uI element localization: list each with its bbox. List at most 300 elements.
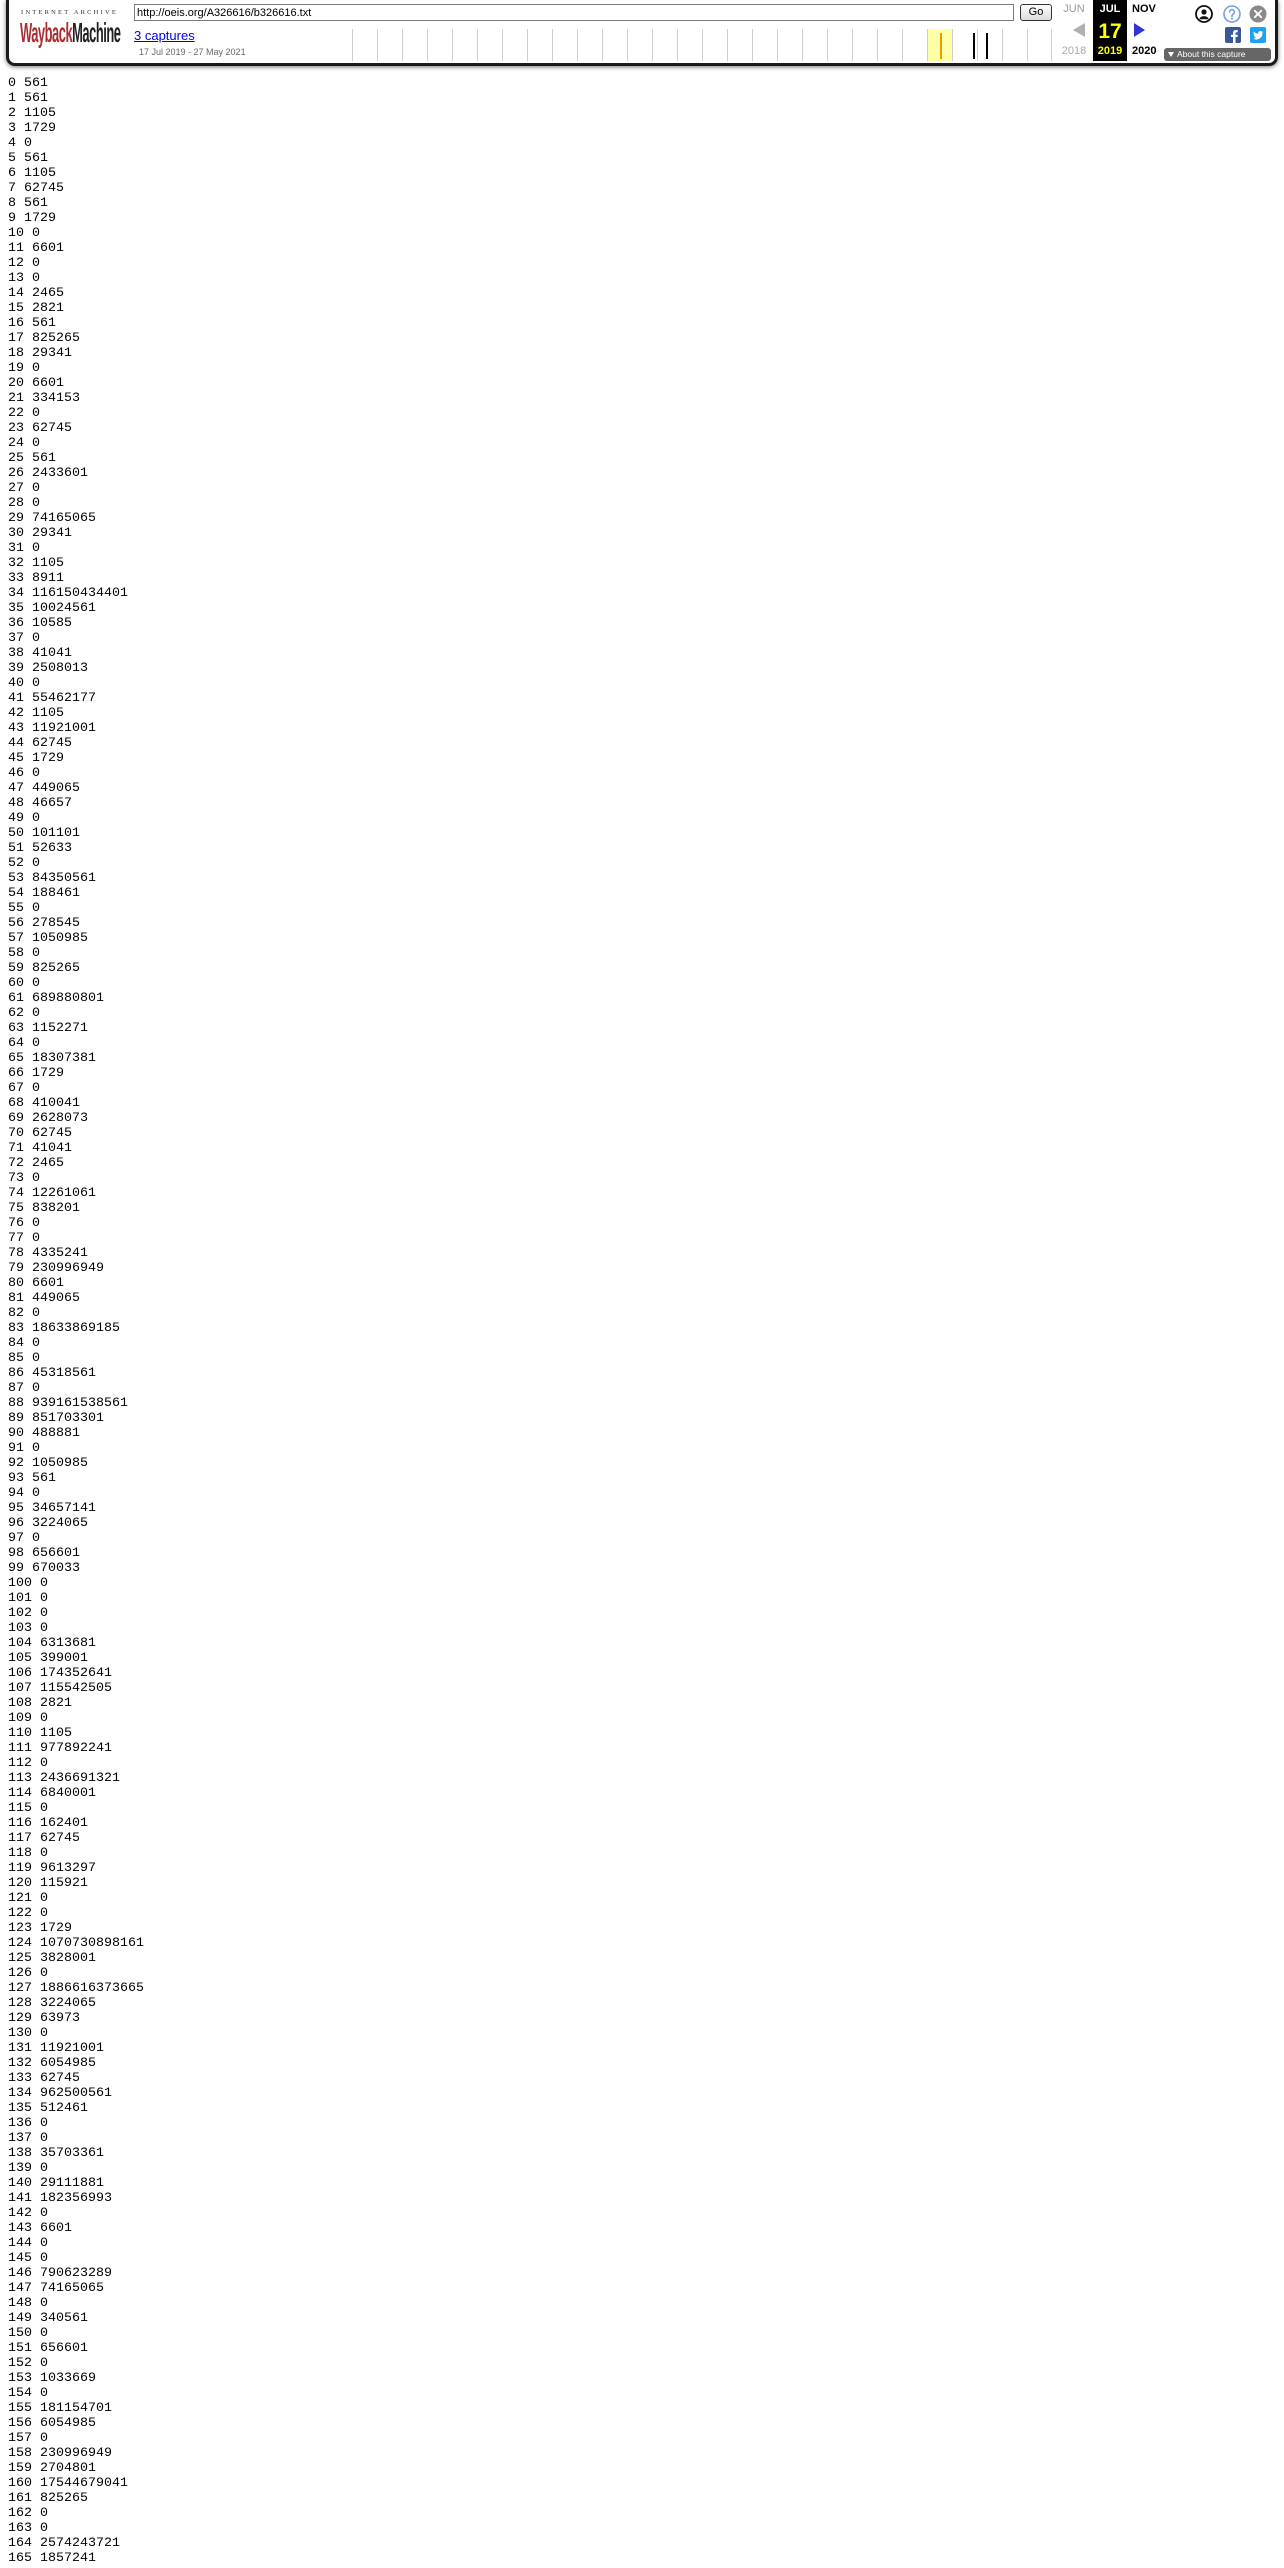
line-value: 340561 bbox=[40, 2311, 88, 2326]
data-line bbox=[8, 1951, 144, 1966]
line-index: 62 bbox=[8, 1006, 24, 1021]
line-index: 107 bbox=[8, 1681, 32, 1696]
data-line bbox=[8, 1486, 144, 1501]
wayback-machine-logo[interactable] bbox=[20, 17, 124, 49]
data-line bbox=[8, 2431, 144, 2446]
line-value: 62745 bbox=[24, 181, 64, 196]
data-line bbox=[8, 871, 144, 886]
sparkline-year-2001[interactable] bbox=[477, 29, 502, 61]
data-line bbox=[8, 2326, 144, 2341]
prev-month-column[interactable] bbox=[1057, 0, 1091, 61]
line-value: 0 bbox=[32, 1486, 40, 1501]
data-line bbox=[8, 121, 144, 136]
data-line bbox=[8, 1801, 144, 1816]
line-value: 278545 bbox=[32, 916, 80, 931]
line-value: 115542505 bbox=[40, 1681, 112, 1696]
line-value: 182356993 bbox=[40, 2191, 112, 2206]
data-line bbox=[8, 2386, 144, 2401]
data-line bbox=[8, 1156, 144, 1171]
line-value: 10024561 bbox=[32, 601, 96, 616]
line-value: 0 bbox=[32, 1441, 40, 1456]
line-value: 561 bbox=[32, 1471, 56, 1486]
data-line bbox=[8, 991, 144, 1006]
about-capture-button[interactable] bbox=[1164, 48, 1271, 61]
data-line bbox=[8, 2146, 144, 2161]
line-value: 1050985 bbox=[32, 1456, 88, 1471]
line-value: 1033669 bbox=[40, 2371, 96, 2386]
line-value: 399001 bbox=[40, 1651, 88, 1666]
data-line bbox=[8, 1606, 144, 1621]
line-index: 68 bbox=[8, 1096, 24, 1111]
line-value: 0 bbox=[40, 2206, 48, 2221]
line-value: 0 bbox=[40, 2326, 48, 2341]
line-value: 939161538561 bbox=[32, 1396, 128, 1411]
line-index: 20 bbox=[8, 376, 24, 391]
data-line bbox=[8, 751, 144, 766]
help-icon[interactable] bbox=[1223, 5, 1241, 23]
data-line bbox=[8, 511, 144, 526]
line-index: 13 bbox=[8, 271, 24, 286]
line-value: 825265 bbox=[40, 2491, 88, 2506]
line-value: 488881 bbox=[32, 1426, 80, 1441]
data-line bbox=[8, 2266, 144, 2281]
data-line bbox=[8, 901, 144, 916]
sparkline-year-1997[interactable] bbox=[377, 29, 402, 61]
url-input[interactable] bbox=[134, 4, 1014, 21]
data-line bbox=[8, 316, 144, 331]
line-index: 121 bbox=[8, 1891, 32, 1906]
line-index: 149 bbox=[8, 2311, 32, 2326]
sparkline-year-1999[interactable] bbox=[427, 29, 452, 61]
line-index: 91 bbox=[8, 1441, 24, 1456]
line-index: 111 bbox=[8, 1741, 32, 1756]
data-line bbox=[8, 76, 144, 91]
line-index: 146 bbox=[8, 2266, 32, 2281]
line-index: 4 bbox=[8, 136, 16, 151]
line-index: 158 bbox=[8, 2446, 32, 2461]
logo-wordmark bbox=[20, 17, 120, 49]
line-value: 18633869185 bbox=[32, 1321, 120, 1336]
data-line bbox=[8, 2101, 144, 2116]
line-index: 76 bbox=[8, 1216, 24, 1231]
data-line bbox=[8, 1036, 144, 1051]
line-index: 75 bbox=[8, 1201, 24, 1216]
twitter-icon[interactable] bbox=[1250, 27, 1266, 43]
data-line bbox=[8, 1216, 144, 1231]
line-value: 0 bbox=[32, 1171, 40, 1186]
line-index: 24 bbox=[8, 436, 24, 451]
sparkline-year-2009[interactable] bbox=[677, 29, 702, 61]
line-value: 0 bbox=[40, 1966, 48, 1981]
data-line bbox=[8, 1861, 144, 1876]
line-value: 230996949 bbox=[40, 2446, 112, 2461]
line-value: 11921001 bbox=[40, 2041, 104, 2056]
line-index: 49 bbox=[8, 811, 24, 826]
data-line bbox=[8, 1576, 144, 1591]
data-line bbox=[8, 301, 144, 316]
line-index: 0 bbox=[8, 76, 16, 91]
line-value: 1857241 bbox=[40, 2551, 96, 2566]
line-index: 64 bbox=[8, 1036, 24, 1051]
line-index: 124 bbox=[8, 1936, 32, 1951]
data-line bbox=[8, 961, 144, 976]
data-line bbox=[8, 571, 144, 586]
data-line bbox=[8, 2086, 144, 2101]
data-line bbox=[8, 2416, 144, 2431]
data-line bbox=[8, 346, 144, 361]
data-line bbox=[8, 436, 144, 451]
data-line bbox=[8, 226, 144, 241]
line-value: 174352641 bbox=[40, 1666, 112, 1681]
line-index: 154 bbox=[8, 2386, 32, 2401]
line-index: 28 bbox=[8, 496, 24, 511]
data-line bbox=[8, 1936, 144, 1951]
data-line bbox=[8, 1561, 144, 1576]
line-value: 0 bbox=[40, 1576, 48, 1591]
go-button[interactable]: Go bbox=[1020, 4, 1052, 21]
line-value: 561 bbox=[24, 76, 48, 91]
data-line bbox=[8, 1381, 144, 1396]
line-value: 851703301 bbox=[32, 1411, 104, 1426]
data-line bbox=[8, 196, 144, 211]
line-index: 85 bbox=[8, 1351, 24, 1366]
sparkline-year-2015[interactable] bbox=[827, 29, 852, 61]
close-icon[interactable] bbox=[1249, 5, 1267, 23]
data-line bbox=[8, 1276, 144, 1291]
data-line bbox=[8, 1411, 144, 1426]
line-index: 148 bbox=[8, 2296, 32, 2311]
line-index: 44 bbox=[8, 736, 24, 751]
line-index: 147 bbox=[8, 2281, 32, 2296]
line-index: 15 bbox=[8, 301, 24, 316]
line-value: 101101 bbox=[32, 826, 80, 841]
sparkline-year-2017[interactable] bbox=[877, 29, 902, 61]
data-line bbox=[8, 2296, 144, 2311]
line-index: 162 bbox=[8, 2506, 32, 2521]
line-index: 136 bbox=[8, 2116, 32, 2131]
data-line bbox=[8, 2461, 144, 2476]
data-line bbox=[8, 1816, 144, 1831]
line-index: 105 bbox=[8, 1651, 32, 1666]
line-index: 8 bbox=[8, 196, 16, 211]
line-value: 0 bbox=[32, 1006, 40, 1021]
line-value: 0 bbox=[32, 1081, 40, 1096]
line-index: 152 bbox=[8, 2356, 32, 2371]
line-index: 165 bbox=[8, 2551, 32, 2566]
capture-bar[interactable] bbox=[973, 33, 975, 59]
sparkline-year-2008[interactable] bbox=[652, 29, 677, 61]
line-index: 16 bbox=[8, 316, 24, 331]
sparkline-year-2013[interactable] bbox=[777, 29, 802, 61]
data-line bbox=[8, 2041, 144, 2056]
line-index: 97 bbox=[8, 1531, 24, 1546]
sparkline-year-2014[interactable] bbox=[802, 29, 827, 61]
line-value: 0 bbox=[40, 2506, 48, 2521]
prev-month-label: JUN bbox=[1063, 3, 1085, 15]
line-index: 127 bbox=[8, 1981, 32, 1996]
data-line bbox=[8, 1906, 144, 1921]
data-line bbox=[8, 1666, 144, 1681]
data-line bbox=[8, 2356, 144, 2371]
line-value: 2821 bbox=[40, 1696, 72, 1711]
data-line bbox=[8, 1546, 144, 1561]
line-index: 138 bbox=[8, 2146, 32, 2161]
line-index: 100 bbox=[8, 1576, 32, 1591]
facebook-icon[interactable] bbox=[1225, 27, 1241, 43]
line-index: 12 bbox=[8, 256, 24, 271]
sparkline-year-1998[interactable] bbox=[402, 29, 427, 61]
sparkline-year-2005[interactable] bbox=[577, 29, 602, 61]
line-index: 132 bbox=[8, 2056, 32, 2071]
line-index: 3 bbox=[8, 121, 16, 136]
data-line bbox=[8, 721, 144, 736]
data-line bbox=[8, 91, 144, 106]
line-index: 18 bbox=[8, 346, 24, 361]
line-value: 0 bbox=[32, 496, 40, 511]
line-index: 126 bbox=[8, 1966, 32, 1981]
line-value: 29341 bbox=[32, 526, 72, 541]
data-line bbox=[8, 541, 144, 556]
line-value: 790623289 bbox=[40, 2266, 112, 2281]
next-month-column[interactable] bbox=[1129, 0, 1163, 61]
data-line bbox=[8, 811, 144, 826]
line-value: 62745 bbox=[40, 1831, 80, 1846]
line-value: 74165065 bbox=[32, 511, 96, 526]
data-line bbox=[8, 376, 144, 391]
data-line bbox=[8, 526, 144, 541]
line-index: 115 bbox=[8, 1801, 32, 1816]
line-value: 0 bbox=[32, 1381, 40, 1396]
line-value: 6313681 bbox=[40, 1636, 96, 1651]
line-index: 72 bbox=[8, 1156, 24, 1171]
data-line bbox=[8, 886, 144, 901]
sparkline-year-2011[interactable] bbox=[727, 29, 752, 61]
line-value: 1105 bbox=[32, 556, 64, 571]
line-value: 0 bbox=[32, 631, 40, 646]
line-index: 59 bbox=[8, 961, 24, 976]
sparkline-year-2010[interactable] bbox=[702, 29, 727, 61]
line-index: 134 bbox=[8, 2086, 32, 2101]
data-line bbox=[8, 2191, 144, 2206]
capture-sparkline[interactable] bbox=[352, 29, 1052, 61]
line-index: 65 bbox=[8, 1051, 24, 1066]
data-line bbox=[8, 1201, 144, 1216]
line-index: 7 bbox=[8, 181, 16, 196]
data-line bbox=[8, 1126, 144, 1141]
line-index: 164 bbox=[8, 2536, 32, 2551]
data-line bbox=[8, 781, 144, 796]
line-index: 47 bbox=[8, 781, 24, 796]
line-value: 6840001 bbox=[40, 1786, 96, 1801]
line-value: 1729 bbox=[24, 211, 56, 226]
data-line bbox=[8, 841, 144, 856]
line-index: 57 bbox=[8, 931, 24, 946]
line-index: 66 bbox=[8, 1066, 24, 1081]
line-value: 1050985 bbox=[32, 931, 88, 946]
sparkline-year-1996[interactable] bbox=[352, 29, 377, 61]
line-value: 1070730898161 bbox=[40, 1936, 144, 1951]
line-value: 0 bbox=[40, 1906, 48, 1921]
line-value: 561 bbox=[24, 91, 48, 106]
current-capture-column bbox=[1093, 0, 1127, 61]
line-value: 2465 bbox=[32, 1156, 64, 1171]
line-value: 0 bbox=[32, 226, 40, 241]
sparkline-year-2022[interactable] bbox=[1002, 29, 1027, 61]
data-line bbox=[8, 1186, 144, 1201]
sparkline-year-2006[interactable] bbox=[602, 29, 627, 61]
data-line bbox=[8, 1261, 144, 1276]
data-line bbox=[8, 2401, 144, 2416]
next-month-label: NOV bbox=[1132, 3, 1156, 15]
data-line bbox=[8, 556, 144, 571]
data-line bbox=[8, 736, 144, 751]
line-value: 62745 bbox=[32, 421, 72, 436]
line-value: 6601 bbox=[40, 2221, 72, 2236]
data-line bbox=[8, 1006, 144, 1021]
sparkline-year-2007[interactable] bbox=[627, 29, 652, 61]
capture-bar[interactable] bbox=[986, 33, 988, 59]
line-value: 0 bbox=[40, 2251, 48, 2266]
line-index: 118 bbox=[8, 1846, 32, 1861]
data-line bbox=[8, 676, 144, 691]
data-line bbox=[8, 1636, 144, 1651]
line-index: 26 bbox=[8, 466, 24, 481]
line-index: 131 bbox=[8, 2041, 32, 2056]
data-line bbox=[8, 1756, 144, 1771]
line-value: 0 bbox=[24, 136, 32, 151]
sparkline-year-2003[interactable] bbox=[527, 29, 552, 61]
line-index: 129 bbox=[8, 2011, 32, 2026]
line-value: 12261061 bbox=[32, 1186, 96, 1201]
line-index: 128 bbox=[8, 1996, 32, 2011]
line-index: 53 bbox=[8, 871, 24, 886]
line-index: 54 bbox=[8, 886, 24, 901]
line-value: 46657 bbox=[32, 796, 72, 811]
line-index: 71 bbox=[8, 1141, 24, 1156]
line-index: 79 bbox=[8, 1261, 24, 1276]
line-index: 31 bbox=[8, 541, 24, 556]
data-line bbox=[8, 601, 144, 616]
line-value: 1729 bbox=[24, 121, 56, 136]
line-index: 83 bbox=[8, 1321, 24, 1336]
line-index: 102 bbox=[8, 1606, 32, 1621]
line-index: 84 bbox=[8, 1336, 24, 1351]
data-line bbox=[8, 1426, 144, 1441]
line-index: 93 bbox=[8, 1471, 24, 1486]
sparkline-year-2018[interactable] bbox=[902, 29, 927, 61]
line-index: 108 bbox=[8, 1696, 32, 1711]
line-value: 449065 bbox=[32, 781, 80, 796]
data-line bbox=[8, 1231, 144, 1246]
line-index: 88 bbox=[8, 1396, 24, 1411]
line-value: 4335241 bbox=[32, 1246, 88, 1261]
line-value: 2465 bbox=[32, 286, 64, 301]
line-value: 0 bbox=[32, 436, 40, 451]
line-value: 1105 bbox=[40, 1726, 72, 1741]
line-index: 142 bbox=[8, 2206, 32, 2221]
sparkline-year-2012[interactable] bbox=[752, 29, 777, 61]
data-line bbox=[8, 406, 144, 421]
sparkline-year-2002[interactable] bbox=[502, 29, 527, 61]
line-value: 1886616373665 bbox=[40, 1981, 144, 1996]
line-value: 2433601 bbox=[32, 466, 88, 481]
current-month-label: JUL bbox=[1099, 3, 1121, 15]
data-line bbox=[8, 1531, 144, 1546]
line-index: 113 bbox=[8, 1771, 32, 1786]
data-line bbox=[8, 646, 144, 661]
data-line bbox=[8, 2131, 144, 2146]
line-index: 80 bbox=[8, 1276, 24, 1291]
line-index: 2 bbox=[8, 106, 16, 121]
line-index: 17 bbox=[8, 331, 24, 346]
line-index: 78 bbox=[8, 1246, 24, 1261]
data-line bbox=[8, 2056, 144, 2071]
data-line bbox=[8, 2551, 144, 2566]
line-value: 8911 bbox=[32, 571, 64, 586]
line-index: 5 bbox=[8, 151, 16, 166]
data-line bbox=[8, 1051, 144, 1066]
line-value: 9613297 bbox=[40, 1861, 96, 1876]
line-index: 11 bbox=[8, 241, 24, 256]
line-value: 0 bbox=[32, 1351, 40, 1366]
line-value: 334153 bbox=[32, 391, 80, 406]
sparkline-year-2016[interactable] bbox=[852, 29, 877, 61]
data-line bbox=[8, 2236, 144, 2251]
sparkline-year-2004[interactable] bbox=[552, 29, 577, 61]
line-value: 1105 bbox=[32, 706, 64, 721]
line-index: 120 bbox=[8, 1876, 32, 1891]
line-index: 6 bbox=[8, 166, 16, 181]
line-value: 1729 bbox=[32, 751, 64, 766]
line-index: 38 bbox=[8, 646, 24, 661]
data-line bbox=[8, 1846, 144, 1861]
line-index: 98 bbox=[8, 1546, 24, 1561]
data-line bbox=[8, 946, 144, 961]
line-index: 92 bbox=[8, 1456, 24, 1471]
data-line bbox=[8, 1681, 144, 1696]
line-value: 0 bbox=[40, 2116, 48, 2131]
line-value: 561 bbox=[24, 196, 48, 211]
current-capture-bar[interactable] bbox=[940, 33, 942, 59]
data-line bbox=[8, 856, 144, 871]
line-value: 188461 bbox=[32, 886, 80, 901]
line-index: 36 bbox=[8, 616, 24, 631]
captures-link[interactable]: 3 captures bbox=[134, 28, 195, 43]
current-day-label: 17 bbox=[1098, 20, 1122, 43]
line-index: 139 bbox=[8, 2161, 32, 2176]
line-index: 143 bbox=[8, 2221, 32, 2236]
sparkline-year-2021[interactable] bbox=[977, 29, 1002, 61]
arrow-right-icon[interactable] bbox=[1133, 22, 1146, 38]
line-value: 0 bbox=[32, 676, 40, 691]
line-value: 0 bbox=[32, 766, 40, 781]
line-value: 0 bbox=[40, 2386, 48, 2401]
data-line bbox=[8, 451, 144, 466]
data-line bbox=[8, 1351, 144, 1366]
line-index: 22 bbox=[8, 406, 24, 421]
sparkline-year-2000[interactable] bbox=[452, 29, 477, 61]
arrow-left-icon[interactable] bbox=[1072, 22, 1086, 38]
account-icon[interactable] bbox=[1195, 5, 1213, 23]
line-index: 50 bbox=[8, 826, 24, 841]
line-index: 150 bbox=[8, 2326, 32, 2341]
data-line bbox=[8, 1501, 144, 1516]
line-value: 0 bbox=[40, 2236, 48, 2251]
data-line bbox=[8, 1396, 144, 1411]
line-index: 1 bbox=[8, 91, 16, 106]
line-index: 42 bbox=[8, 706, 24, 721]
sparkline-year-2023[interactable] bbox=[1027, 29, 1052, 61]
